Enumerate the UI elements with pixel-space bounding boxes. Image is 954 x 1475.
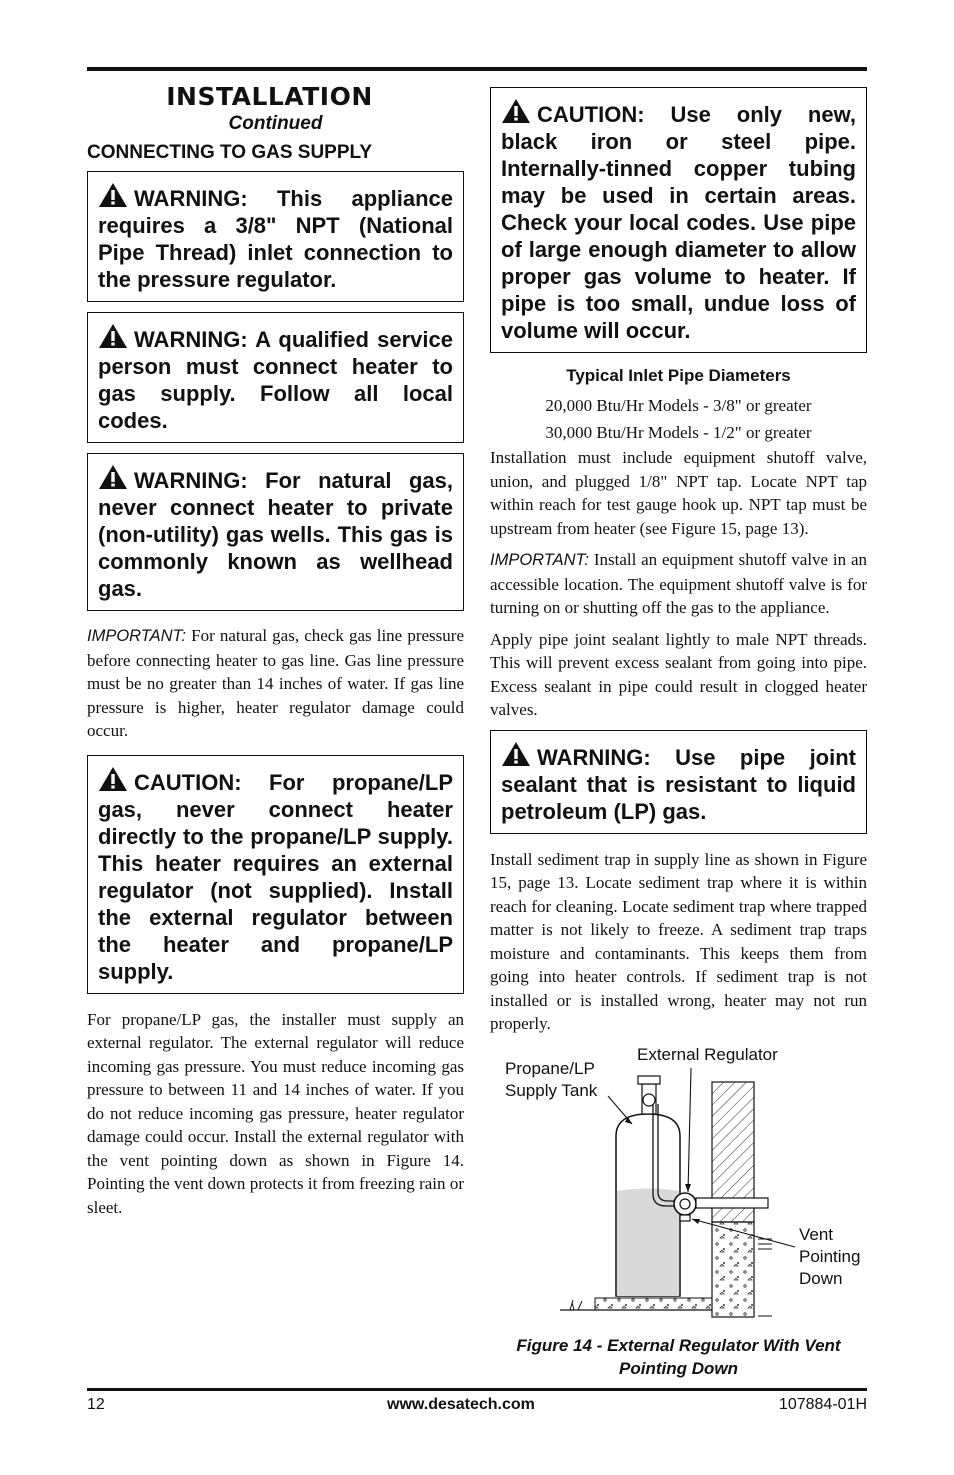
pipe-diameter-table-title: Typical Inlet Pipe Diameters xyxy=(566,366,791,385)
caution-text: CAUTION: For propane/LP gas, never connect heater directly to the propane/LP supply. This heater requires an external regulator (not supplied). Install the external regulator between the heater and propane/LP supply. xyxy=(98,769,453,984)
important-natural-gas-paragraph xyxy=(87,624,464,743)
warning-text: WARNING: This appliance requires a 3/8" NPT (National Pipe Thread) inlet connection to the pressure regulator. xyxy=(98,186,453,292)
important-label: IMPORTANT: xyxy=(87,627,186,645)
warning-text: WARNING: A qualified service person must connect heater to gas supply. Follow all local codes. xyxy=(98,327,453,433)
warning-text: WARNING: Use pipe joint sealant that is resistant to liquid petroleum (LP) gas. xyxy=(501,744,856,824)
shutoff-valve-paragraph: Installation must include equipment shutoff valve, union, and plugged 1/8" NPT tap. Locate NPT tap within reach for test gauge hook up. NPT tap must be upstream from heater (see Figure 15, page 13). xyxy=(490,448,867,538)
caution-box-pipe xyxy=(490,87,867,353)
pipe-diameter-row: 30,000 Btu/Hr Models - 1/2" or greater xyxy=(545,423,812,442)
top-rule xyxy=(87,67,867,71)
continued-label: Continued xyxy=(228,113,323,134)
propane-regulator-paragraph: For propane/LP gas, the installer must supply an external regulator. The external regulator will reduce incoming gas pressure. You must reduce incoming gas pressure to between 11 and 14 inches of water. If you do not reduce incoming gas pressure, heater regulator damage could occur. Install the external regulator with the vent pointing down as shown in Figure 14. Pointing the vent down protects it from freezing rain or sleet. xyxy=(87,1009,464,1217)
label-supply-tank: Propane/LP Supply Tank xyxy=(505,1058,598,1100)
warning-triangle-icon xyxy=(98,464,128,490)
tank-liquid xyxy=(617,1188,679,1296)
regulator-vent xyxy=(680,1215,690,1221)
website-link[interactable]: www.desatech.com xyxy=(387,1396,535,1413)
important-text: For natural gas, check gas line pressure before connecting heater to gas line. Gas line pressure must be no greater than 14 inches of water. If gas line pressure is higher, heater regulator damage could occur. xyxy=(87,626,464,740)
caution-box-propane xyxy=(87,755,464,994)
section-heading: CONNECTING TO GAS SUPPLY xyxy=(87,142,373,163)
important-text: Install an equipment shutoff valve in an accessible location. The equipment shutoff valve is for turning on or shutting off the gas to the appliance. xyxy=(490,550,867,617)
caution-text: CAUTION: Use only new, black iron or steel pipe. Internally-tinned copper tubing may be used in certain areas. Check your local codes. Use pipe of large enough diameter to allow proper gas volume to heater. If pipe is too small, undue loss of volume will occur. xyxy=(501,102,856,343)
label-vent-pointing-down: Vent Pointing Down xyxy=(799,1224,861,1288)
page-title: INSTALLATION xyxy=(166,82,373,111)
warning-box-wellhead-gas xyxy=(87,453,464,611)
figure-caption: Figure 14 - External Regulator With Vent Pointing Down xyxy=(516,1335,841,1378)
sediment-trap-paragraph: Install sediment trap in supply line as shown in Figure 15, page 13. Locate sediment trap where it is within reach for cleaning. Locate sediment trap where trapped matter is not likely to freeze. A sediment trap traps moisture and contaminants. This keeps them from going into heater controls. If sediment trap is not installed or is installed wrong, heater may not run properly. xyxy=(490,849,867,1033)
right-column xyxy=(490,87,867,1380)
warning-triangle-icon xyxy=(501,741,531,767)
warning-box-sealant xyxy=(490,730,867,834)
warning-triangle-icon xyxy=(98,766,128,792)
warning-triangle-icon xyxy=(98,323,128,349)
supply-pipe xyxy=(696,1198,768,1208)
grass-icon xyxy=(570,1300,582,1310)
left-column xyxy=(87,82,464,1227)
important-label: IMPORTANT: xyxy=(490,551,589,569)
sealant-paragraph: Apply pipe joint sealant lightly to male NPT threads. This will prevent excess sealant from going into pipe. Excess sealant in pipe could result in clogged heater valves. xyxy=(490,629,867,719)
warning-triangle-icon xyxy=(501,98,531,124)
foundation xyxy=(712,1222,754,1317)
leader-regulator xyxy=(688,1068,691,1192)
pipe-diameter-row: 20,000 Btu/Hr Models - 3/8" or greater xyxy=(545,396,812,415)
page-number: 12 xyxy=(87,1396,105,1413)
important-shutoff-paragraph xyxy=(490,548,867,620)
warning-box-qualified-service xyxy=(87,312,464,443)
warning-triangle-icon xyxy=(98,182,128,208)
warning-text: WARNING: For natural gas, never connect heater to private (non-utility) gas wells. This gas is commonly known as wellhead gas. xyxy=(98,468,453,601)
figure-14-illustration xyxy=(490,1044,867,1324)
label-external-regulator: External Regulator xyxy=(637,1044,778,1064)
warning-box-npt-inlet xyxy=(87,171,464,302)
document-number: 107884-01H xyxy=(778,1396,867,1413)
ground-slab xyxy=(595,1298,712,1310)
bottom-rule xyxy=(87,1388,867,1391)
